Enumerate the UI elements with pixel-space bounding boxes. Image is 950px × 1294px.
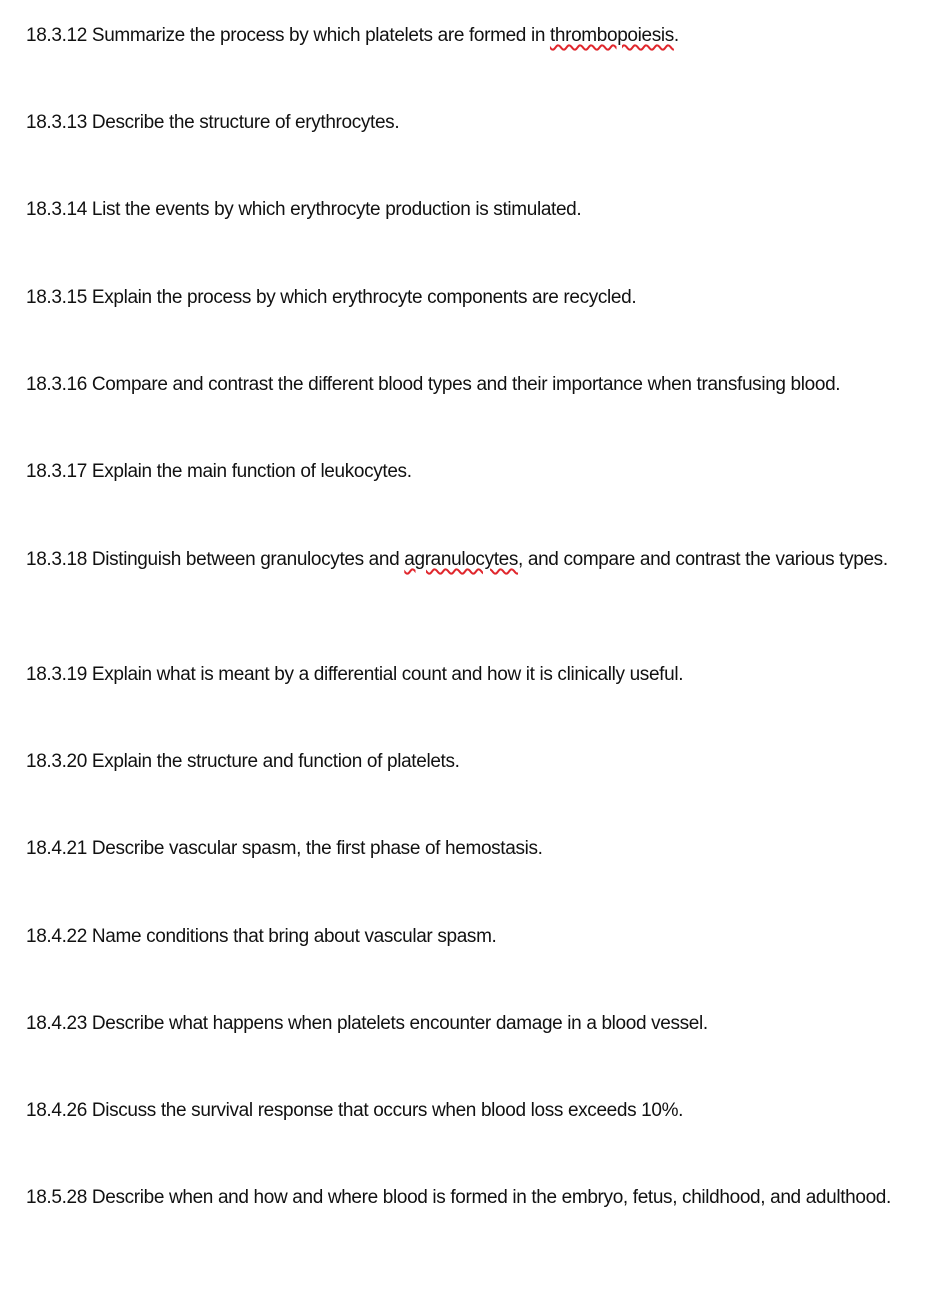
objective-number: 18.4.23 [26, 1013, 87, 1034]
objective-number: 18.3.14 [26, 199, 87, 220]
misspelled-word[interactable]: agranulocytes [404, 549, 519, 570]
objective-item [26, 22, 941, 50]
objective-text: Explain the main function of leukocytes. [91, 461, 412, 482]
objective-item [26, 748, 941, 776]
objective-item [26, 1010, 941, 1038]
objective-number: 18.3.12 [26, 25, 87, 46]
objective-item [26, 458, 941, 486]
objective-number: 18.3.19 [26, 664, 87, 685]
misspelled-word[interactable]: thrombopoiesis [549, 25, 674, 46]
objective-text: Explain the process by which erythrocyte components are recycled. [91, 287, 637, 308]
objective-item [26, 1184, 941, 1212]
objective-number: 18.3.13 [26, 112, 87, 133]
objective-text: Explain the structure and function of platelets. [91, 751, 460, 772]
objective-text: Describe the structure of erythrocytes. [91, 112, 400, 133]
objective-item [26, 109, 941, 137]
objective-number: 18.3.17 [26, 461, 87, 482]
objective-number: 18.3.15 [26, 287, 87, 308]
objective-item [26, 371, 941, 399]
objective-text-end: . [673, 25, 679, 46]
objective-item [26, 196, 941, 224]
objective-number: 18.4.22 [26, 926, 87, 947]
objective-number: 18.5.28 [26, 1187, 87, 1208]
objective-item [26, 546, 941, 574]
objective-text: Describe what happens when platelets encounter damage in a blood vessel. [91, 1013, 708, 1034]
objective-item [26, 284, 941, 312]
objective-text: List the events by which erythrocyte production is stimulated. [91, 199, 582, 220]
objective-item [26, 923, 941, 951]
objective-number: 18.3.20 [26, 751, 87, 772]
objective-text: Distinguish between granulocytes and [91, 549, 405, 570]
objective-item [26, 835, 941, 863]
objective-text: Compare and contrast the different blood types and their importance when transfusing blood. [91, 374, 841, 395]
objective-number: 18.3.16 [26, 374, 87, 395]
objective-text: Summarize the process by which platelets are formed in [91, 25, 550, 46]
objective-item [26, 661, 941, 689]
objective-text: Describe vascular spasm, the first phase of hemostasis. [91, 838, 543, 859]
objective-item [26, 1097, 941, 1125]
objective-number: 18.4.26 [26, 1100, 87, 1121]
objective-text: Discuss the survival response that occurs when blood loss exceeds 10%. [91, 1100, 684, 1121]
objective-number: 18.3.18 [26, 549, 87, 570]
objective-number: 18.4.21 [26, 838, 87, 859]
objective-text-end: , and compare and contrast the various types. [518, 549, 888, 570]
objective-text: Explain what is meant by a differential count and how it is clinically useful. [91, 664, 684, 685]
objective-text: Name conditions that bring about vascular spasm. [91, 926, 497, 947]
objective-text: Describe when and how and where blood is formed in the embryo, fetus, childhood, and adulthood. [91, 1187, 891, 1208]
